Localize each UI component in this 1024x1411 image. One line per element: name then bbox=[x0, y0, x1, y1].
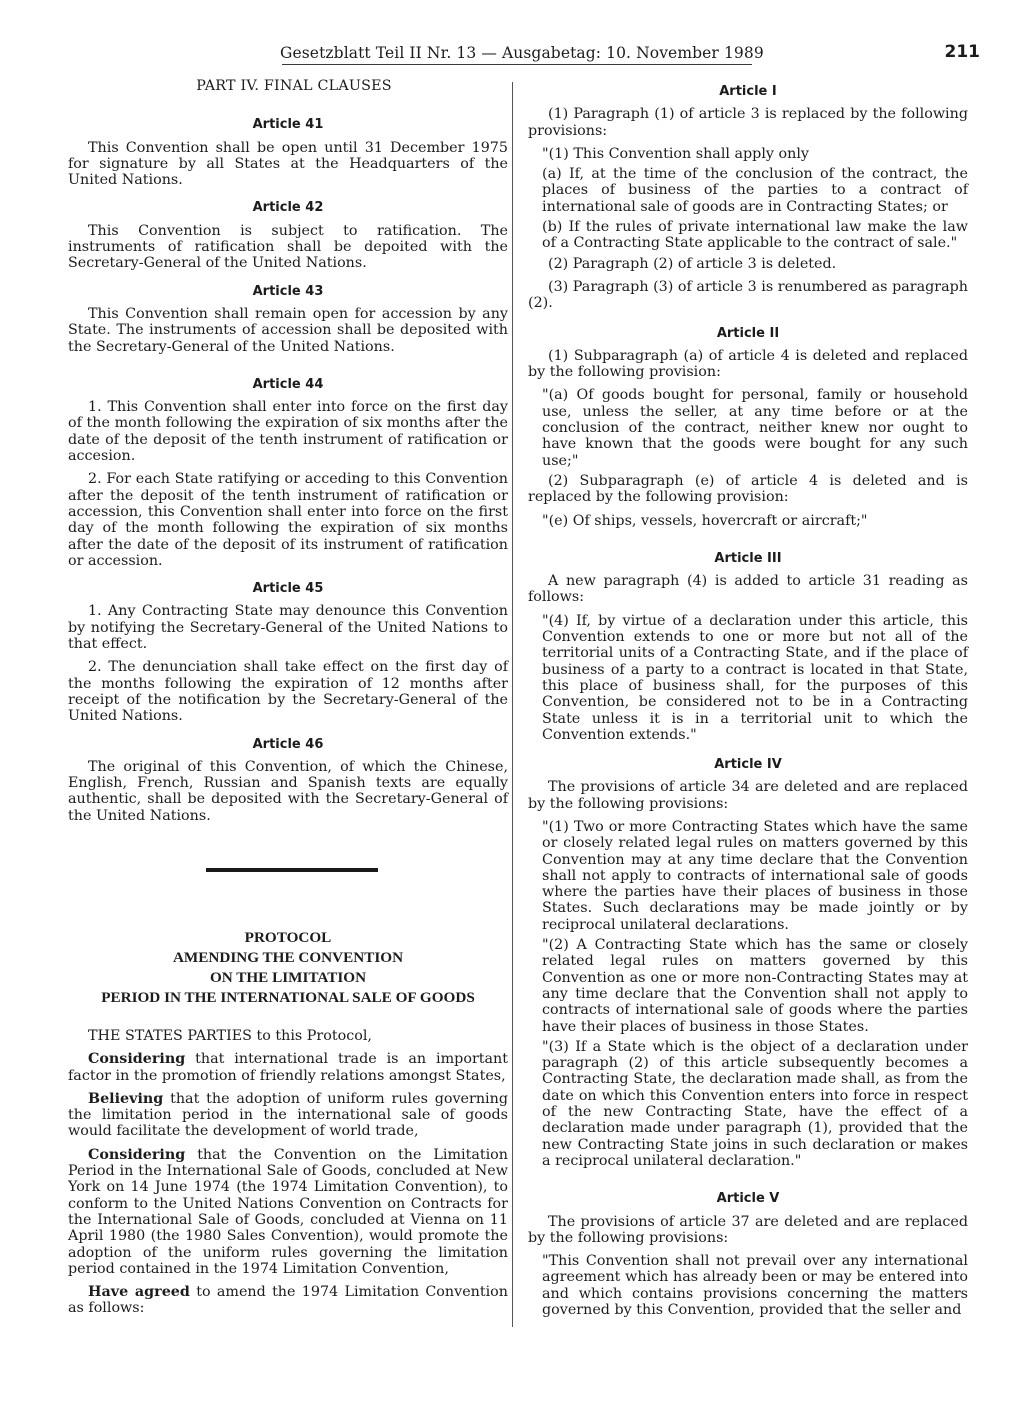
protocol-title-line-3: ON THE LIMITATION bbox=[209, 968, 367, 986]
article-46-title: Article 46 bbox=[252, 736, 324, 752]
article-II-title: Article II bbox=[716, 325, 780, 341]
left-column bbox=[68, 78, 508, 1324]
article-I-para-1: (1) Paragraph (1) of article 3 is replaced by the following provisions: bbox=[528, 106, 968, 139]
article-41-title: Article 41 bbox=[252, 117, 324, 133]
article-41-text: This Convention shall be open until 31 December 1975 for signature by all States at the Headquarters of the United Nations. bbox=[68, 139, 508, 189]
article-45-para-2: 2. The denunciation shall take effect on the first day of the months following the expiration of 12 months after receipt of the notification by the Secretary-General of the United Nations. bbox=[68, 659, 508, 725]
article-V-title: Article V bbox=[716, 1191, 780, 1207]
lead-word: Have agreed bbox=[88, 1284, 190, 1301]
article-I-para-3: (3) Paragraph (3) of article 3 is renumbered as paragraph (2). bbox=[528, 278, 968, 312]
article-I-title: Article I bbox=[719, 84, 777, 99]
article-44-title: Article 44 bbox=[252, 376, 324, 392]
article-42-title: Article 42 bbox=[252, 200, 324, 216]
article-I-quote-3: (b) If the rules of private international law make the law of a Contracting State applicable to the contract of sale." bbox=[542, 219, 968, 252]
protocol-considering-2 bbox=[68, 1147, 508, 1277]
clause-text: that the adoption of uniform rules governing the limitation period in the international sale of goods would facilitate the development of world trade, bbox=[68, 1090, 508, 1140]
article-45-para-1: 1. Any Contracting State may denounce this Convention by notifying the Secretary-General of the United Nations to that effect. bbox=[68, 603, 508, 653]
right-column bbox=[528, 84, 968, 1322]
lead-word: Believing bbox=[88, 1090, 164, 1107]
article-I-quote-1: "(1) This Convention shall apply only bbox=[542, 145, 809, 162]
article-IV-quote-3: "(3) If a State which is the object of a declaration under paragraph (2) of this article subsequently becomes a Contracting State, the declaration made shall, as from the date on which this Convention enters into force in respect of the new Contracting State, have the effect of a declaration made under paragraph (1), provided that the new Contracting State joins in such declaration or makes a reciprocal unilateral declaration." bbox=[542, 1038, 968, 1169]
article-IV-para-1: The provisions of article 34 are deleted and are replaced by the following provisions: bbox=[528, 779, 968, 812]
section-separator bbox=[206, 868, 378, 872]
article-III-para-1: A new paragraph (4) is added to article 31 reading as follows: bbox=[528, 573, 968, 606]
column-divider bbox=[512, 82, 513, 1327]
article-II-para-2: (2) Subparagraph (e) of article 4 is deleted and is replaced by the following provision: bbox=[528, 472, 968, 506]
clause-text: to amend the 1974 Limitation Convention as follows: bbox=[68, 1284, 508, 1317]
protocol-believing bbox=[68, 1091, 508, 1140]
header-rule bbox=[282, 64, 752, 65]
protocol-considering-1 bbox=[68, 1051, 508, 1084]
lead-word: Considering bbox=[88, 1146, 186, 1163]
protocol-states-parties: THE STATES PARTIES to this Protocol, bbox=[88, 1027, 372, 1044]
article-I-para-2: (2) Paragraph (2) of article 3 is deleted. bbox=[548, 255, 837, 272]
article-43-text: This Convention shall remain open for accession by any State. The instruments of accession shall be deposited with the Secretary-General of the United Nations. bbox=[68, 305, 508, 355]
article-44-para-2: 2. For each State ratifying or acceding to this Convention after the deposit of the tenth instrument of ratification or accession, this Convention shall enter into force on the first day of the month following the expiration of six months after the date of the deposit of its instrument of ratification or accession. bbox=[68, 471, 508, 569]
protocol-have-agreed bbox=[68, 1284, 508, 1317]
lead-word: Considering bbox=[88, 1051, 186, 1068]
article-II-quote-2: "(e) Of ships, vessels, hovercraft or aircraft;" bbox=[542, 512, 868, 529]
article-46-text: The original of this Convention, of which the Chinese, English, French, Russian and Spanish texts are equally authentic, shall be deposited with the Secretary-General of the United Nations. bbox=[68, 758, 508, 824]
article-V-quote-1: "This Convention shall not prevail over any international agreement which has already been or may be entered into and which contains provisions concerning the matters governed by this Convention, provided that the seller and bbox=[542, 1253, 968, 1318]
article-III-quote-1: "(4) If, by virtue of a declaration under this article, this Convention extends to one or more but not all of the territorial units of a Contracting State, and if the place of business of a party to a contract is located in that State, this place of business shall, for the purposes of this Convention, be considered not to be in a Contracting State unless it is in a territorial unit to which the Convention extends." bbox=[542, 612, 968, 743]
article-42-text: This Convention is subject to ratification. The instruments of ratification shall be depoited with the Secretary-General of the United Nations. bbox=[68, 222, 508, 272]
article-II-para-1: (1) Subparagraph (a) of article 4 is deleted and replaced by the following provision: bbox=[528, 347, 968, 381]
article-III-title: Article III bbox=[714, 550, 782, 566]
protocol-title-line-2: AMENDING THE CONVENTION bbox=[172, 948, 404, 966]
protocol-title bbox=[68, 928, 508, 1008]
protocol-title-line-1: PROTOCOL bbox=[244, 928, 332, 946]
article-V-para-1: The provisions of article 37 are deleted and are replaced by the following provisions: bbox=[528, 1213, 968, 1246]
article-I-quote-2: (a) If, at the time of the conclusion of the contract, the places of business of the parties to a contract of international sale of goods are in Contracting States; or bbox=[542, 166, 968, 215]
article-IV-title: Article IV bbox=[714, 757, 782, 773]
page-number: 211 bbox=[944, 42, 980, 62]
protocol-title-line-4: PERIOD IN THE INTERNATIONAL SALE OF GOODS bbox=[101, 988, 475, 1006]
part-title: PART IV. FINAL CLAUSES bbox=[196, 78, 392, 94]
article-IV-quote-2: "(2) A Contracting State which has the same or closely related legal rules on matters governed by this Convention as one or more non-Contracting States may at any time declare that the Convention shall not apply to contracts of international sale of goods where the parties have their places of business in those States. bbox=[542, 937, 968, 1035]
running-title: Gesetzblatt Teil II Nr. 13 — Ausgabetag: 10. November 1989 bbox=[280, 44, 764, 62]
article-II-quote-1: "(a) Of goods bought for personal, family or household use, unless the seller, at any time before or at the conclusion of the contract, neither knew nor ought to have known that the goods were bought for any such use;" bbox=[542, 387, 968, 469]
article-44-para-1: 1. This Convention shall enter into force on the first day of the month following the expiration of six months after the date of the deposit of the tenth instrument of ratification or accesion. bbox=[68, 399, 508, 465]
article-43-title: Article 43 bbox=[252, 283, 324, 299]
article-45-title: Article 45 bbox=[252, 581, 324, 597]
clause-text: that international trade is an important factor in the promotion of friendly relations amongst States, bbox=[68, 1051, 508, 1084]
article-IV-quote-1: "(1) Two or more Contracting States which have the same or closely related legal rules on matters governed by this Convention may at any time declare that the Convention shall not apply to contracts of international sale of goods where the parties have their places of business in those States. Such declarations may be made jointly or by reciprocal unilateral declarations. bbox=[542, 818, 968, 933]
clause-text: that the Convention on the Limitation Period in the International Sale of Goods, concluded at New York on 14 June 1974 (the 1974 Limitation Convention), to conform to the United Nations Convention on Contracts for the International Sale of Goods, concluded at Vienna on 11 April 1980 (the 1980 Sales Convention), would promote the adoption of the uniform rules governing the limitation period contained in the 1974 Limitation Convention, bbox=[68, 1146, 508, 1277]
